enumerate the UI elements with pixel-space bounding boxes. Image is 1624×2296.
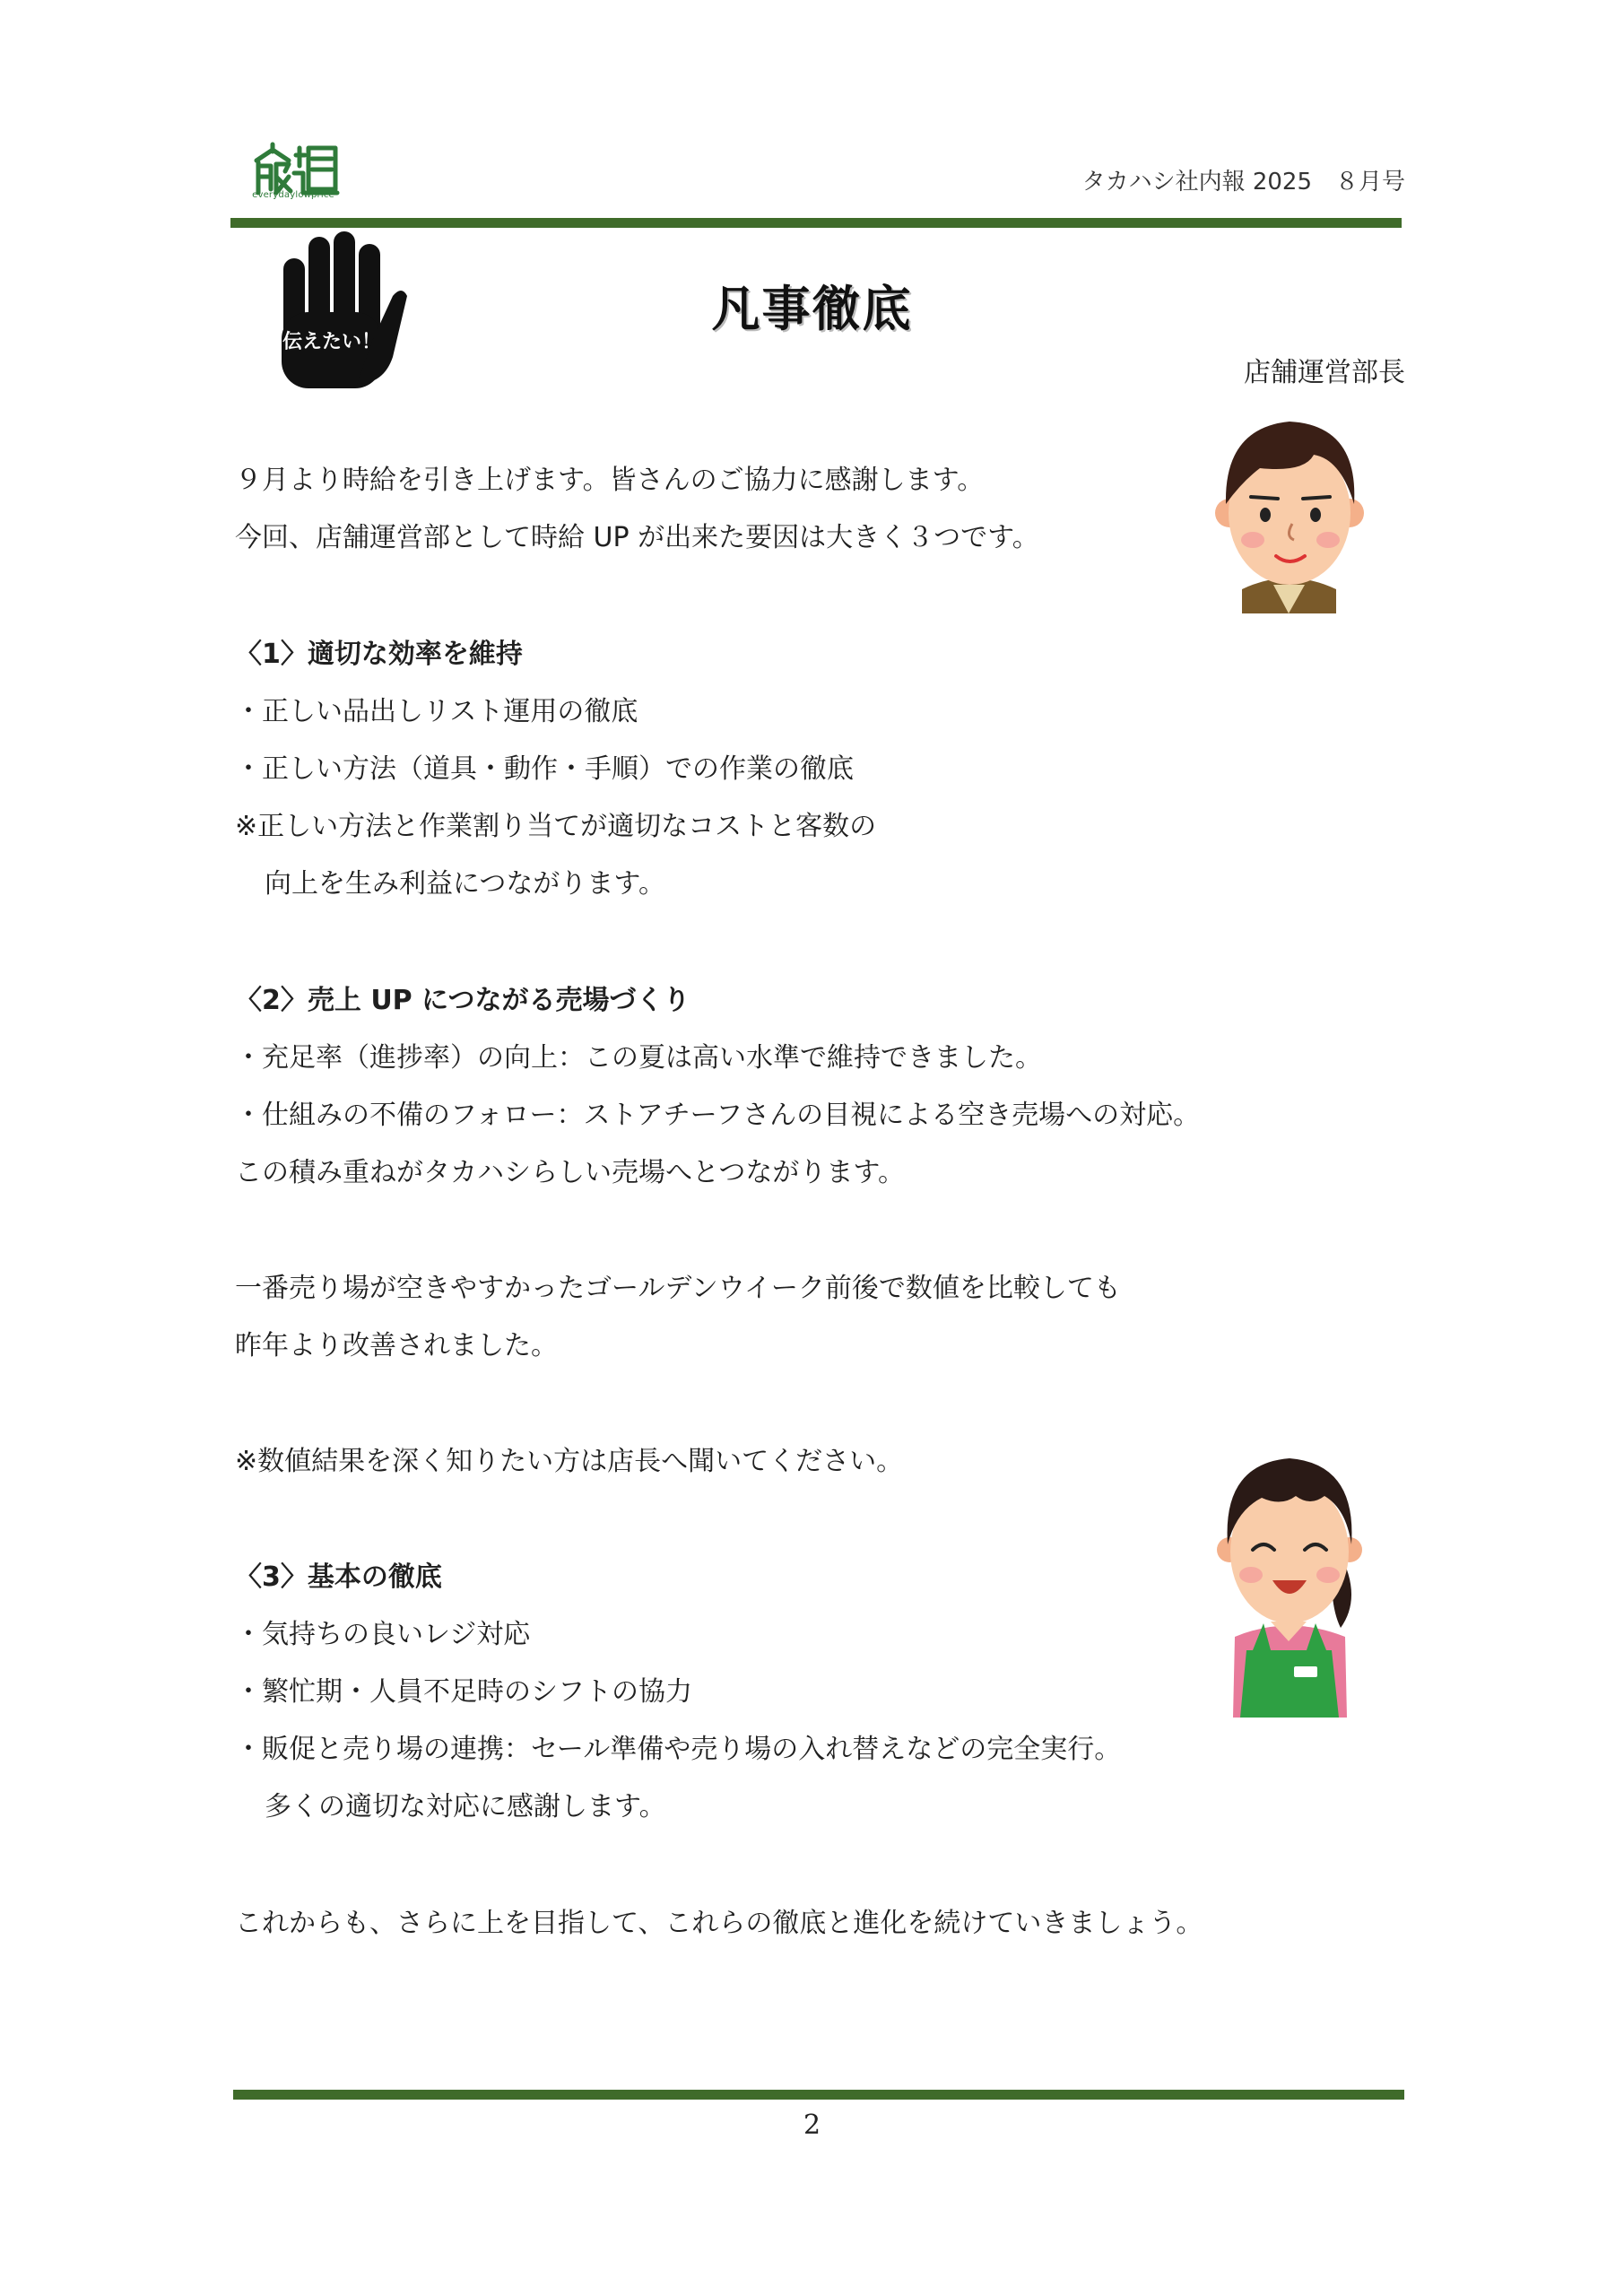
list-item: ※正しい方法と作業割り当てが適切なコストと客数の (235, 811, 877, 842)
list-item: ・充足率（進捗率）の向上：この夏は高い水準で維持できました。 (235, 1042, 1042, 1074)
list-item: この積み重ねがタカハシらしい売場へとつながります。 (235, 1157, 905, 1188)
section-heading: 〈1〉適切な効率を維持 (235, 639, 523, 670)
footer-rule (233, 2090, 1404, 2100)
list-item: ・気持ちの良いレジ対応 (235, 1619, 531, 1650)
article-title: 凡事徹底 (711, 281, 913, 337)
list-item: ・正しい方法（道具・動作・手順）での作業の徹底 (235, 753, 854, 785)
closing-line: これからも、さらに上を目指して、これらの徹底と進化を続けていきましょう。 (235, 1908, 1203, 1939)
list-item: ・仕組みの不備のフォロー：ストアチーフさんの目視による空き売場への対応。 (235, 1100, 1201, 1131)
note-line: 昨年より改善されました。 (235, 1330, 558, 1361)
intro-line: 今回、店舗運営部として時給 UP が出来た要因は大きく３つです。 (235, 522, 1039, 553)
list-item-continuation: 向上を生み利益につながります。 (265, 868, 665, 900)
issue-label: タカハシ社内報 2025 ８月号 (1081, 169, 1405, 196)
man-illustration (1206, 405, 1372, 613)
page-number: 2 (803, 2109, 821, 2141)
woman-illustration (1206, 1444, 1372, 1718)
note-line: ※数値結果を深く知りたい方は店長へ聞いてください。 (235, 1446, 904, 1477)
section-heading: 〈3〉基本の徹底 (235, 1561, 442, 1593)
section-heading: 〈2〉売上 UP につながる売場づくり (235, 985, 690, 1016)
list-item-continuation: 多くの適切な対応に感謝します。 (265, 1791, 666, 1822)
intro-line: ９月より時給を引き上げます。皆さんのご協力に感謝します。 (235, 465, 985, 496)
list-item: ・繁忙期・人員不足時のシフトの協力 (235, 1676, 692, 1708)
header-rule (230, 218, 1402, 228)
note-line: 一番売り場が空きやすかったゴールデンウイーク前後で数値を比較しても (235, 1273, 1121, 1304)
list-item: ・販促と売り場の連携：セール準備や売り場の入れ替えなどの完全実行。 (235, 1734, 1122, 1765)
list-item: ・正しい品出しリスト運用の徹底 (235, 696, 638, 727)
author-label: 店舗運営部長 (1244, 357, 1405, 388)
badge-text: 伝えたい！ (282, 331, 382, 353)
logo-subtext: everydaylowprice (252, 190, 334, 200)
